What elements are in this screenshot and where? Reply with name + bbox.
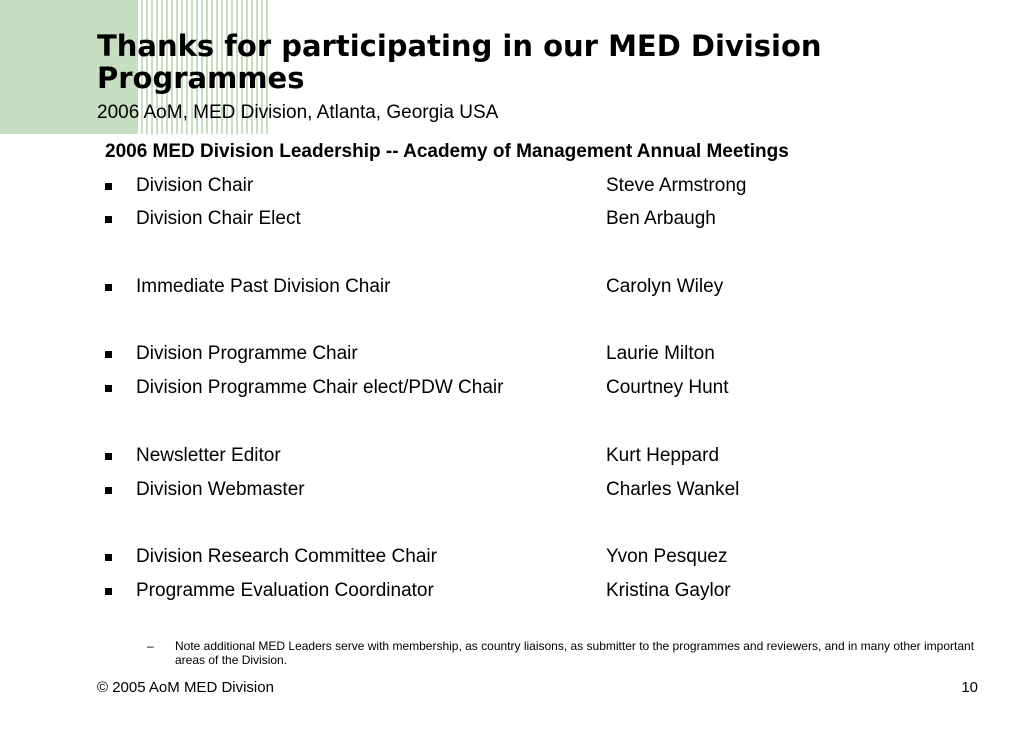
- section-heading: 2006 MED Division Leadership -- Academy of Management Annual Meetings: [105, 141, 789, 162]
- slide-subtitle: 2006 AoM, MED Division, Atlanta, Georgia USA: [97, 102, 499, 123]
- leader-name: Yvon Pesquez: [606, 546, 728, 567]
- square-bullet-icon: [105, 216, 112, 223]
- leader-role: Division Chair: [136, 175, 254, 196]
- leader-name: Ben Arbaugh: [606, 208, 716, 229]
- page-number: 10: [961, 679, 978, 696]
- leader-role: Newsletter Editor: [136, 445, 281, 466]
- dash-bullet: –: [147, 639, 154, 653]
- leader-role: Programme Evaluation Coordinator: [136, 580, 434, 601]
- leader-role: Immediate Past Division Chair: [136, 276, 391, 297]
- leader-name: Kurt Heppard: [606, 445, 720, 466]
- leader-name: Kristina Gaylor: [606, 580, 731, 601]
- leader-name: Carolyn Wiley: [606, 276, 724, 297]
- leader-name: Charles Wankel: [606, 479, 740, 500]
- slide-title: Thanks for participating in our MED Division Programmes: [97, 29, 822, 95]
- square-bullet-icon: [105, 588, 112, 595]
- square-bullet-icon: [105, 183, 112, 190]
- copyright-footer: © 2005 AoM MED Division: [97, 679, 274, 696]
- square-bullet-icon: [105, 351, 112, 358]
- leader-role: Division Programme Chair elect/PDW Chair: [136, 377, 504, 398]
- square-bullet-icon: [105, 385, 112, 392]
- leader-role: Division Chair Elect: [136, 208, 301, 229]
- leader-name: Courtney Hunt: [606, 377, 729, 398]
- leader-name: Laurie Milton: [606, 343, 715, 364]
- square-bullet-icon: [105, 453, 112, 460]
- square-bullet-icon: [105, 554, 112, 561]
- leader-name: Steve Armstrong: [606, 175, 747, 196]
- leader-role: Division Programme Chair: [136, 343, 358, 364]
- leader-role: Division Research Committee Chair: [136, 546, 437, 567]
- square-bullet-icon: [105, 487, 112, 494]
- footnote-text: Note additional MED Leaders serve with membership, as country liaisons, as submitter to the programmes and reviewers, and in many other important areas of the Division.: [175, 639, 975, 667]
- square-bullet-icon: [105, 284, 112, 291]
- leader-role: Division Webmaster: [136, 479, 305, 500]
